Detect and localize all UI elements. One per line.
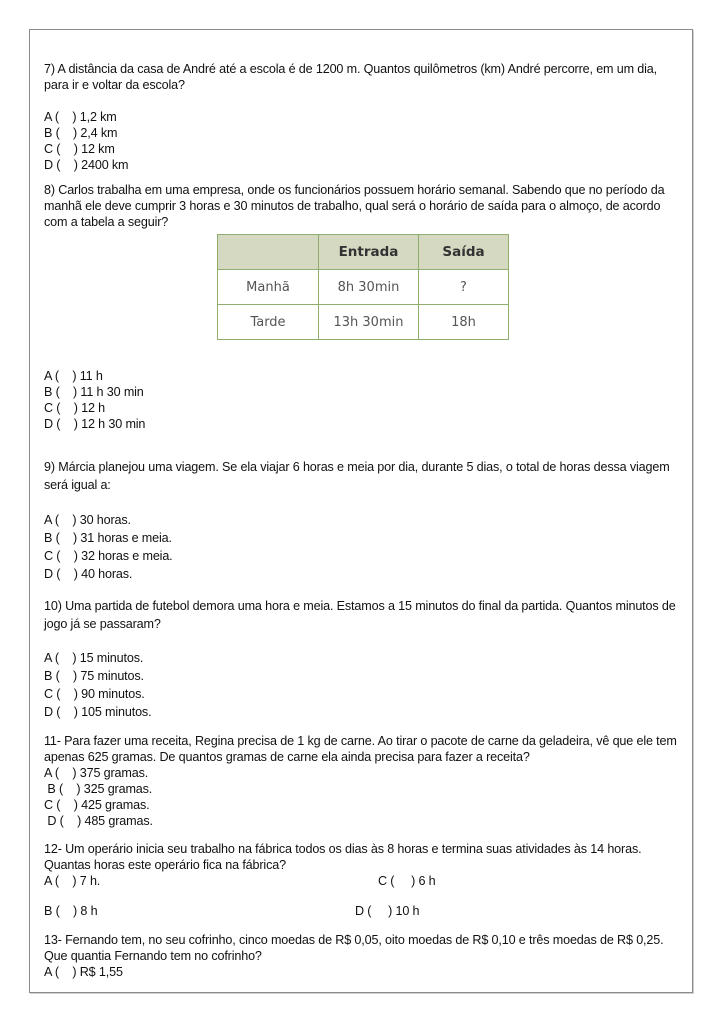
question-7-text: 7) A distância da casa de André até a escola é de 1200 m. Quantos quilômetros (km) André percorre, em um dia, para ir e voltar da escola? (44, 62, 657, 92)
option-c[interactable]: C ( ) 6 h (378, 874, 436, 888)
option-c[interactable]: C ( ) 12 km (44, 142, 115, 156)
option-b[interactable]: B ( ) 325 gramas. (44, 782, 153, 796)
question-8-text: 8) Carlos trabalha em uma empresa, onde os funcionários possuem horário semanal. Sabendo que no período da manhã ele deve cumprir 3 horas e 30 minutos de trabalho, qual será o horário de saída para o almoço, de acordo com a tabela a seguir? (44, 183, 665, 229)
table-cell: ? (419, 270, 509, 305)
question-13-text: 13- Fernando tem, no seu cofrinho, cinco moedas de R$ 0,05, oito moedas de R$ 0,10 e três moedas de R$ 0,25. Que quantia Fernando tem no cofrinho? (44, 933, 664, 963)
question-12 (44, 841, 684, 919)
option-c[interactable]: C ( ) 90 minutos. (44, 687, 145, 701)
question-8-options (44, 368, 684, 432)
table-row (218, 270, 509, 305)
question-9 (44, 458, 684, 583)
option-a[interactable]: A ( ) 1,2 km (44, 110, 117, 124)
option-d[interactable]: D ( ) 12 h 30 min (44, 417, 146, 431)
option-d[interactable]: D ( ) 2400 km (44, 158, 129, 172)
table-header-row (218, 235, 509, 270)
option-b[interactable]: B ( ) 2,4 km (44, 126, 118, 140)
question-12-text: 12- Um operário inicia seu trabalho na fábrica todos os dias às 8 horas e termina suas atividades às 14 horas. Quantas horas este operário fica na fábrica? (44, 842, 642, 872)
option-d[interactable]: D ( ) 40 horas. (44, 567, 133, 581)
table-cell: Tarde (218, 305, 319, 340)
table-header-cell: Entrada (319, 235, 419, 270)
option-d[interactable]: D ( ) 10 h (355, 904, 420, 918)
option-c[interactable]: C ( ) 32 horas e meia. (44, 549, 173, 563)
option-a[interactable]: A ( ) 15 minutos. (44, 651, 144, 665)
option-a[interactable]: A ( ) R$ 1,55 (44, 965, 123, 979)
table-header-cell: Saída (419, 235, 509, 270)
option-a[interactable]: A ( ) 30 horas. (44, 513, 131, 527)
option-b[interactable]: B ( ) 75 minutos. (44, 669, 144, 683)
schedule-table (217, 234, 509, 340)
question-8 (44, 182, 684, 230)
table-cell: 8h 30min (319, 270, 419, 305)
table-cell: Manhã (218, 270, 319, 305)
question-9-text: 9) Márcia planejou uma viagem. Se ela viajar 6 horas e meia por dia, durante 5 dias, o total de horas dessa viagem será igual a: (44, 460, 670, 492)
option-d[interactable]: D ( ) 105 minutos. (44, 705, 152, 719)
option-d[interactable]: D ( ) 485 gramas. (44, 814, 153, 828)
question-10 (44, 597, 684, 721)
option-b[interactable]: B ( ) 31 horas e meia. (44, 531, 172, 545)
question-13 (44, 932, 684, 980)
table-row (218, 305, 509, 340)
question-11-text: 11- Para fazer uma receita, Regina precisa de 1 kg de carne. Ao tirar o pacote de carne da geladeira, vê que ele tem apenas 625 gramas. De quantos gramas de carne ela ainda precisa para fazer a receita? (44, 734, 677, 764)
option-b[interactable]: B ( ) 11 h 30 min (44, 385, 144, 399)
question-7 (44, 61, 684, 173)
option-a[interactable]: A ( ) 7 h. (44, 874, 101, 888)
option-a[interactable]: A ( ) 11 h (44, 369, 103, 383)
table-cell: 18h (419, 305, 509, 340)
question-10-text: 10) Uma partida de futebol demora uma hora e meia. Estamos a 15 minutos do final da partida. Quantos minutos de jogo já se passaram? (44, 599, 676, 631)
option-c[interactable]: C ( ) 425 gramas. (44, 798, 150, 812)
option-c[interactable]: C ( ) 12 h (44, 401, 106, 415)
option-b[interactable]: B ( ) 8 h (44, 904, 98, 918)
option-a[interactable]: A ( ) 375 gramas. (44, 766, 149, 780)
question-11 (44, 733, 684, 829)
table-header-cell (218, 235, 319, 270)
table-cell: 13h 30min (319, 305, 419, 340)
